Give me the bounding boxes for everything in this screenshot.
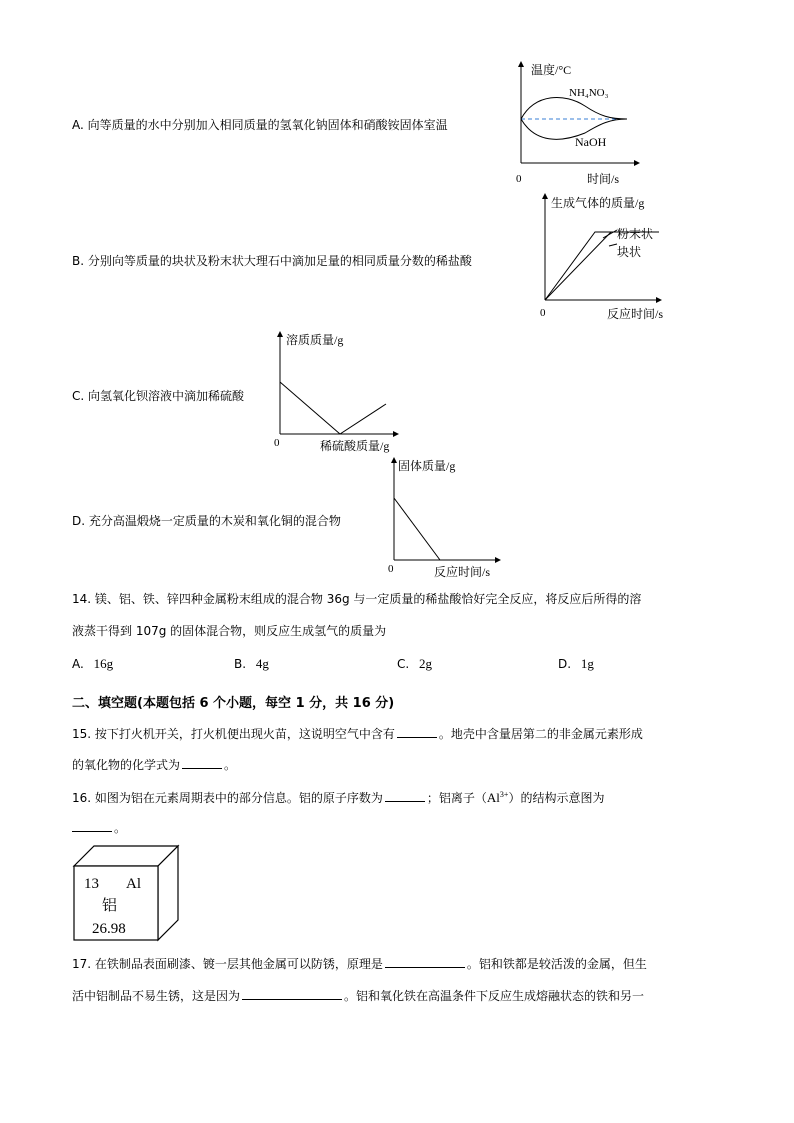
q14-choice-b[interactable]: B. 4g xyxy=(234,656,269,671)
graph-a-ylabel: 温度/°C xyxy=(531,63,572,77)
option-b-text: B. 分别向等质量的块状及粉末状大理石中滴加足量的相同质量分数的稀盐酸 xyxy=(72,254,472,268)
option-a-text: A. 向等质量的水中分别加入相同质量的氢氧化钠固体和硝酸铵固体室温 xyxy=(72,118,448,132)
q17-line1: 17. 在铁制品表面刷漆、镀一层其他金属可以防锈，原理是 。铝和铁都是较活泼的金属，但生 xyxy=(72,957,647,971)
graph-c-ylabel: 溶质质量/g xyxy=(286,333,344,347)
graph-a-upper-label: NH₄NO₃ xyxy=(569,87,609,99)
graph-a-origin: 0 xyxy=(516,173,522,185)
section-title: 二、填空题(本题包括 6 个小题，每空 1 分，共 16 分) xyxy=(72,696,395,711)
q15-line1: 15. 按下打火机开关，打火机便出现火苗，这说明空气中含有 。地壳中含量居第二的非金属元素形成 xyxy=(72,727,643,741)
graph-a xyxy=(505,58,645,188)
graph-a-xlabel: 时间/s xyxy=(587,172,620,186)
q14-line2: 液蒸干得到 107g 的固体混合物，则反应生成氢气的质量为 xyxy=(72,624,387,638)
graph-d-xlabel: 反应时间/s xyxy=(434,565,491,579)
element-symbol: Al xyxy=(126,876,141,892)
option-c-text: C. 向氢氧化钡溶液中滴加稀硫酸 xyxy=(72,389,245,403)
graph-b-line1-label: 粉末状 xyxy=(617,227,654,241)
element-number: 13 xyxy=(84,876,99,892)
graph-b-ylabel: 生成气体的质量/g xyxy=(551,196,645,210)
al-ion-charge: 3+ xyxy=(499,790,509,799)
graph-b-origin: 0 xyxy=(540,307,546,319)
q14-choice-d[interactable]: D. 1g xyxy=(558,656,594,671)
q16-blank-1[interactable] xyxy=(385,791,425,802)
graph-b-line2-label: 块状 xyxy=(617,245,642,259)
graph-b xyxy=(533,190,683,325)
q14-choice-a[interactable]: A. 16g xyxy=(72,656,114,671)
element-mass: 26.98 xyxy=(92,921,126,937)
q16-blank-2[interactable] xyxy=(72,821,112,832)
graph-b-powder-line xyxy=(545,232,659,300)
element-tile xyxy=(72,844,182,944)
q14-choice-c[interactable]: C. 2g xyxy=(397,656,433,671)
al-ion-symbol: Al xyxy=(486,790,500,805)
q15-blank-2[interactable] xyxy=(182,758,222,769)
graph-d-ylabel: 固体质量/g xyxy=(398,459,456,473)
q17-blank-2[interactable] xyxy=(242,989,342,1000)
q14-line1: 14. 镁、铝、铁、锌四种金属粉末组成的混合物 36g 与一定质量的稀盐酸恰好完全反应，将反应后所得的溶 xyxy=(72,592,642,606)
q15-blank-1[interactable] xyxy=(397,727,437,738)
graph-c-xlabel: 稀硫酸质量/g xyxy=(320,439,390,453)
graph-a-lower-label: NaOH xyxy=(575,135,607,149)
graph-b-xlabel: 反应时间/s xyxy=(607,307,664,321)
q16-line1: 16. 如图为铝在元素周期表中的部分信息。铝的原子序数为 ；铝离子$(Al^{3+})$的结构示意图为 xyxy=(72,790,605,805)
q17-blank-1[interactable] xyxy=(385,957,465,968)
graph-b-lump-line xyxy=(545,232,611,300)
graph-d-line xyxy=(394,498,440,560)
graph-d xyxy=(382,454,512,582)
graph-c-line xyxy=(280,382,386,434)
q17-line2: 活中铝制品不易生锈，这是因为 。铝和氧化铁在高温条件下反应生成熔融状态的铁和另一 xyxy=(72,989,645,1003)
graph-d-origin: 0 xyxy=(388,563,394,575)
graph-c xyxy=(268,328,408,458)
option-d-text: D. 充分高温煅烧一定质量的木炭和氧化铜的混合物 xyxy=(72,514,341,528)
graph-a-lower-curve xyxy=(521,119,627,139)
graph-c-origin: 0 xyxy=(274,437,280,449)
graph-a-upper-curve xyxy=(521,97,627,119)
element-name: 铝 xyxy=(102,898,118,914)
q15-line2: 的氧化物的化学式为 。 xyxy=(72,758,237,772)
graph-b-label-pointer-1 xyxy=(603,230,617,238)
q16-line2: 。 xyxy=(72,819,126,836)
graph-b-label-pointer-2 xyxy=(609,244,617,246)
